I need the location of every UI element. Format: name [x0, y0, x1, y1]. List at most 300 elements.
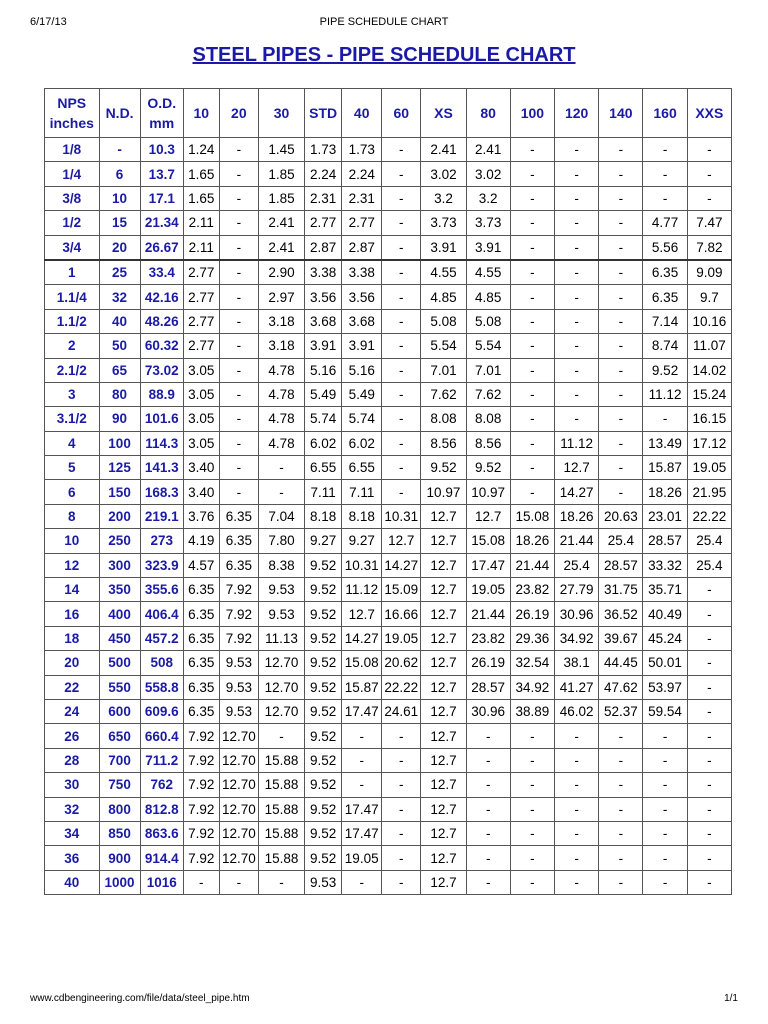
cell-wall-thickness: 12.7 — [421, 602, 466, 626]
cell-wall-thickness: 12.7 — [421, 846, 466, 870]
cell-wall-thickness: 14.27 — [555, 480, 599, 504]
cell-wall-thickness: 7.92 — [183, 724, 219, 748]
cell-wall-thickness: - — [687, 138, 731, 162]
cell-wall-thickness: 21.95 — [687, 480, 731, 504]
cell-wall-thickness: 50.01 — [643, 651, 687, 675]
cell-wall-thickness: 1.73 — [342, 138, 382, 162]
cell-wall-thickness: 3.68 — [305, 309, 342, 333]
cell-wall-thickness: 9.52 — [305, 846, 342, 870]
cell-wall-thickness: - — [599, 456, 643, 480]
cell-wall-thickness: 18.26 — [555, 504, 599, 528]
cell-wall-thickness: 9.52 — [421, 456, 466, 480]
cell-wall-thickness: 9.52 — [305, 821, 342, 845]
table-row — [45, 504, 732, 528]
cell-od: 406.4 — [140, 602, 183, 626]
cell-wall-thickness: 27.79 — [555, 578, 599, 602]
cell-wall-thickness: 13.49 — [643, 431, 687, 455]
column-header: 40 — [342, 89, 382, 138]
cell-wall-thickness: 7.14 — [643, 309, 687, 333]
cell-wall-thickness: 25.4 — [555, 553, 599, 577]
cell-wall-thickness: 9.52 — [305, 553, 342, 577]
cell-od: 323.9 — [140, 553, 183, 577]
cell-wall-thickness: 21.44 — [555, 529, 599, 553]
cell-wall-thickness: 23.82 — [466, 626, 510, 650]
table-row — [45, 431, 732, 455]
cell-wall-thickness: 2.77 — [183, 260, 219, 285]
cell-wall-thickness: - — [219, 480, 258, 504]
cell-od: 73.02 — [140, 358, 183, 382]
cell-wall-thickness: 3.91 — [466, 235, 510, 260]
cell-wall-thickness: 9.53 — [219, 651, 258, 675]
cell-wall-thickness: 1.45 — [258, 138, 304, 162]
cell-od: 219.1 — [140, 504, 183, 528]
cell-wall-thickness: - — [687, 162, 731, 186]
cell-wall-thickness: - — [382, 358, 421, 382]
cell-wall-thickness: - — [219, 235, 258, 260]
cell-wall-thickness: - — [643, 846, 687, 870]
cell-wall-thickness: 2.11 — [183, 211, 219, 235]
cell-nd: - — [99, 138, 140, 162]
cell-wall-thickness: 34.92 — [555, 626, 599, 650]
cell-wall-thickness: 9.52 — [466, 456, 510, 480]
cell-nd: 80 — [99, 382, 140, 406]
cell-wall-thickness: - — [643, 821, 687, 845]
cell-wall-thickness: 14.02 — [687, 358, 731, 382]
cell-wall-thickness: - — [382, 334, 421, 358]
cell-wall-thickness: 3.76 — [183, 504, 219, 528]
cell-wall-thickness: - — [599, 797, 643, 821]
cell-wall-thickness: - — [382, 724, 421, 748]
cell-wall-thickness: 16.15 — [687, 407, 731, 431]
table-row — [45, 626, 732, 650]
cell-wall-thickness: - — [555, 186, 599, 210]
cell-wall-thickness: 5.74 — [342, 407, 382, 431]
cell-wall-thickness: 12.7 — [421, 553, 466, 577]
cell-wall-thickness: 11.12 — [555, 431, 599, 455]
cell-wall-thickness: - — [643, 870, 687, 894]
column-header: 120 — [555, 89, 599, 138]
cell-wall-thickness: 11.13 — [258, 626, 304, 650]
column-header: 20 — [219, 89, 258, 138]
cell-wall-thickness: 7.80 — [258, 529, 304, 553]
cell-wall-thickness: - — [555, 748, 599, 772]
cell-wall-thickness: - — [555, 309, 599, 333]
cell-wall-thickness: - — [466, 846, 510, 870]
cell-wall-thickness: 6.35 — [219, 553, 258, 577]
column-header: 30 — [258, 89, 304, 138]
cell-wall-thickness: 5.49 — [342, 382, 382, 406]
cell-nps: 10 — [45, 529, 100, 553]
table-row — [45, 553, 732, 577]
cell-wall-thickness: 4.78 — [258, 358, 304, 382]
cell-wall-thickness: 4.78 — [258, 382, 304, 406]
cell-nd: 50 — [99, 334, 140, 358]
cell-wall-thickness: - — [643, 797, 687, 821]
cell-nd: 90 — [99, 407, 140, 431]
cell-wall-thickness: - — [219, 431, 258, 455]
cell-wall-thickness: 4.55 — [466, 260, 510, 285]
cell-nd: 150 — [99, 480, 140, 504]
cell-wall-thickness: - — [258, 870, 304, 894]
cell-wall-thickness: 2.87 — [305, 235, 342, 260]
cell-od: 13.7 — [140, 162, 183, 186]
cell-wall-thickness: 15.88 — [258, 773, 304, 797]
cell-wall-thickness: - — [219, 382, 258, 406]
cell-nps: 40 — [45, 870, 100, 894]
cell-wall-thickness: - — [382, 870, 421, 894]
table-row — [45, 285, 732, 309]
cell-wall-thickness: 6.55 — [342, 456, 382, 480]
cell-wall-thickness: 38.1 — [555, 651, 599, 675]
cell-wall-thickness: 2.90 — [258, 260, 304, 285]
cell-wall-thickness: 21.44 — [466, 602, 510, 626]
cell-nd: 350 — [99, 578, 140, 602]
cell-wall-thickness: - — [599, 870, 643, 894]
cell-wall-thickness: 16.66 — [382, 602, 421, 626]
column-header: XXS — [687, 89, 731, 138]
cell-wall-thickness: - — [510, 358, 554, 382]
cell-wall-thickness: - — [382, 480, 421, 504]
cell-wall-thickness: - — [599, 358, 643, 382]
cell-wall-thickness: 32.54 — [510, 651, 554, 675]
table-row — [45, 382, 732, 406]
cell-wall-thickness: - — [382, 186, 421, 210]
cell-wall-thickness: 53.97 — [643, 675, 687, 699]
cell-wall-thickness: - — [219, 186, 258, 210]
cell-wall-thickness: - — [599, 480, 643, 504]
cell-wall-thickness: 17.47 — [342, 821, 382, 845]
cell-wall-thickness: - — [258, 456, 304, 480]
cell-wall-thickness: - — [510, 382, 554, 406]
cell-wall-thickness: - — [382, 773, 421, 797]
cell-nps: 1/4 — [45, 162, 100, 186]
cell-wall-thickness: - — [555, 138, 599, 162]
cell-wall-thickness: 6.02 — [342, 431, 382, 455]
cell-wall-thickness: 3.68 — [342, 309, 382, 333]
cell-wall-thickness: - — [219, 309, 258, 333]
cell-nps: 26 — [45, 724, 100, 748]
cell-wall-thickness: - — [643, 773, 687, 797]
table-row — [45, 358, 732, 382]
cell-nd: 800 — [99, 797, 140, 821]
cell-wall-thickness: 3.18 — [258, 309, 304, 333]
cell-wall-thickness: - — [687, 870, 731, 894]
column-header: 80 — [466, 89, 510, 138]
cell-nd: 650 — [99, 724, 140, 748]
cell-wall-thickness: - — [382, 309, 421, 333]
cell-wall-thickness: 2.77 — [342, 211, 382, 235]
cell-nps: 1.1/4 — [45, 285, 100, 309]
cell-wall-thickness: 30.96 — [555, 602, 599, 626]
cell-wall-thickness: 2.77 — [183, 285, 219, 309]
cell-nd: 700 — [99, 748, 140, 772]
cell-wall-thickness: - — [687, 186, 731, 210]
cell-wall-thickness: 7.11 — [342, 480, 382, 504]
cell-nps: 28 — [45, 748, 100, 772]
cell-nd: 200 — [99, 504, 140, 528]
cell-wall-thickness: 5.08 — [421, 309, 466, 333]
cell-wall-thickness: 24.61 — [382, 699, 421, 723]
cell-wall-thickness: 17.47 — [466, 553, 510, 577]
cell-wall-thickness: - — [510, 480, 554, 504]
cell-wall-thickness: - — [382, 456, 421, 480]
cell-wall-thickness: 10.97 — [421, 480, 466, 504]
table-row — [45, 773, 732, 797]
cell-wall-thickness: 15.87 — [643, 456, 687, 480]
cell-wall-thickness: - — [219, 870, 258, 894]
cell-wall-thickness: 4.19 — [183, 529, 219, 553]
cell-wall-thickness: 7.11 — [305, 480, 342, 504]
table-row — [45, 846, 732, 870]
cell-wall-thickness: - — [510, 846, 554, 870]
cell-wall-thickness: - — [219, 260, 258, 285]
cell-wall-thickness: - — [510, 235, 554, 260]
column-header: NPS inches — [45, 89, 100, 138]
cell-wall-thickness: 3.05 — [183, 407, 219, 431]
cell-wall-thickness: 7.92 — [183, 846, 219, 870]
cell-wall-thickness: 15.87 — [342, 675, 382, 699]
cell-nps: 6 — [45, 480, 100, 504]
cell-wall-thickness: 10.16 — [687, 309, 731, 333]
cell-nps: 8 — [45, 504, 100, 528]
cell-wall-thickness: - — [510, 162, 554, 186]
cell-nd: 550 — [99, 675, 140, 699]
cell-wall-thickness: 8.18 — [305, 504, 342, 528]
table-row — [45, 578, 732, 602]
cell-wall-thickness: 2.41 — [258, 235, 304, 260]
cell-wall-thickness: 7.92 — [219, 578, 258, 602]
cell-wall-thickness: - — [510, 334, 554, 358]
cell-nd: 900 — [99, 846, 140, 870]
cell-wall-thickness: 9.09 — [687, 260, 731, 285]
cell-wall-thickness: 14.27 — [342, 626, 382, 650]
cell-wall-thickness: 26.19 — [510, 602, 554, 626]
cell-wall-thickness: 3.40 — [183, 456, 219, 480]
cell-nps: 20 — [45, 651, 100, 675]
cell-wall-thickness: 52.37 — [599, 699, 643, 723]
table-row — [45, 797, 732, 821]
cell-wall-thickness: 7.04 — [258, 504, 304, 528]
cell-od: 10.3 — [140, 138, 183, 162]
cell-wall-thickness: - — [219, 456, 258, 480]
cell-wall-thickness: 6.55 — [305, 456, 342, 480]
column-header: 60 — [382, 89, 421, 138]
cell-od: 21.34 — [140, 211, 183, 235]
cell-nd: 20 — [99, 235, 140, 260]
cell-wall-thickness: 12.7 — [421, 578, 466, 602]
table-row — [45, 651, 732, 675]
cell-wall-thickness: 3.02 — [466, 162, 510, 186]
cell-wall-thickness: - — [687, 578, 731, 602]
cell-wall-thickness: 23.01 — [643, 504, 687, 528]
cell-wall-thickness: 12.7 — [421, 675, 466, 699]
cell-od: 1016 — [140, 870, 183, 894]
cell-wall-thickness: - — [466, 797, 510, 821]
cell-wall-thickness: - — [599, 309, 643, 333]
cell-nps: 4 — [45, 431, 100, 455]
cell-wall-thickness: - — [382, 846, 421, 870]
cell-wall-thickness: 9.53 — [258, 578, 304, 602]
cell-wall-thickness: - — [599, 724, 643, 748]
cell-wall-thickness: 11.07 — [687, 334, 731, 358]
cell-wall-thickness: - — [342, 724, 382, 748]
cell-wall-thickness: - — [555, 846, 599, 870]
cell-nps: 1.1/2 — [45, 309, 100, 333]
cell-wall-thickness: 19.05 — [687, 456, 731, 480]
cell-nd: 250 — [99, 529, 140, 553]
cell-wall-thickness: 25.4 — [687, 529, 731, 553]
cell-wall-thickness: - — [687, 748, 731, 772]
cell-wall-thickness: 12.7 — [421, 773, 466, 797]
cell-wall-thickness: 9.52 — [305, 602, 342, 626]
cell-wall-thickness: 4.85 — [421, 285, 466, 309]
table-row — [45, 211, 732, 235]
cell-nps: 1/8 — [45, 138, 100, 162]
cell-wall-thickness: 3.91 — [421, 235, 466, 260]
cell-od: 508 — [140, 651, 183, 675]
cell-nps: 1/2 — [45, 211, 100, 235]
cell-wall-thickness: - — [382, 285, 421, 309]
cell-wall-thickness: 12.70 — [258, 699, 304, 723]
cell-od: 33.4 — [140, 260, 183, 285]
cell-wall-thickness: 17.47 — [342, 699, 382, 723]
cell-nps: 3/8 — [45, 186, 100, 210]
cell-wall-thickness: 6.35 — [183, 578, 219, 602]
header-row — [45, 89, 732, 138]
cell-wall-thickness: 3.91 — [305, 334, 342, 358]
cell-wall-thickness: 4.55 — [421, 260, 466, 285]
cell-wall-thickness: 12.70 — [258, 651, 304, 675]
cell-wall-thickness: - — [555, 724, 599, 748]
cell-wall-thickness: 12.7 — [466, 504, 510, 528]
cell-wall-thickness: 12.7 — [421, 724, 466, 748]
cell-wall-thickness: 12.70 — [219, 821, 258, 845]
cell-od: 273 — [140, 529, 183, 553]
cell-wall-thickness: - — [510, 186, 554, 210]
cell-nd: 850 — [99, 821, 140, 845]
cell-od: 863.6 — [140, 821, 183, 845]
cell-wall-thickness: 2.41 — [466, 138, 510, 162]
cell-wall-thickness: 3.73 — [421, 211, 466, 235]
cell-wall-thickness: - — [219, 138, 258, 162]
cell-wall-thickness: - — [555, 797, 599, 821]
table-row — [45, 699, 732, 723]
cell-wall-thickness: - — [258, 480, 304, 504]
table-body — [45, 138, 732, 895]
cell-wall-thickness: 8.18 — [342, 504, 382, 528]
cell-wall-thickness: 12.7 — [342, 602, 382, 626]
cell-od: 141.3 — [140, 456, 183, 480]
cell-wall-thickness: 8.08 — [466, 407, 510, 431]
cell-nps: 30 — [45, 773, 100, 797]
cell-wall-thickness: 9.52 — [305, 626, 342, 650]
cell-wall-thickness: 18.26 — [643, 480, 687, 504]
cell-wall-thickness: 9.53 — [219, 675, 258, 699]
cell-wall-thickness: 9.52 — [305, 724, 342, 748]
cell-wall-thickness: 44.45 — [599, 651, 643, 675]
cell-wall-thickness: 30.96 — [466, 699, 510, 723]
cell-wall-thickness: - — [555, 334, 599, 358]
cell-wall-thickness: - — [599, 211, 643, 235]
cell-wall-thickness: 4.77 — [643, 211, 687, 235]
cell-wall-thickness: 5.54 — [466, 334, 510, 358]
table-row — [45, 407, 732, 431]
cell-wall-thickness: - — [510, 309, 554, 333]
cell-wall-thickness: 9.27 — [305, 529, 342, 553]
cell-wall-thickness: - — [510, 211, 554, 235]
cell-wall-thickness: 21.44 — [510, 553, 554, 577]
cell-wall-thickness: - — [382, 260, 421, 285]
column-header: N.D. — [99, 89, 140, 138]
cell-wall-thickness: 8.56 — [421, 431, 466, 455]
cell-wall-thickness: 3.56 — [342, 285, 382, 309]
cell-nps: 14 — [45, 578, 100, 602]
cell-wall-thickness: 7.01 — [421, 358, 466, 382]
cell-wall-thickness: 2.87 — [342, 235, 382, 260]
cell-wall-thickness: 38.89 — [510, 699, 554, 723]
cell-wall-thickness: 47.62 — [599, 675, 643, 699]
cell-wall-thickness: - — [382, 235, 421, 260]
cell-wall-thickness: - — [219, 285, 258, 309]
cell-wall-thickness: - — [599, 407, 643, 431]
cell-wall-thickness: 6.35 — [183, 602, 219, 626]
cell-od: 42.16 — [140, 285, 183, 309]
cell-wall-thickness: 12.70 — [219, 797, 258, 821]
cell-wall-thickness: 12.7 — [421, 529, 466, 553]
table-row — [45, 602, 732, 626]
cell-wall-thickness: 5.56 — [643, 235, 687, 260]
cell-wall-thickness: 9.7 — [687, 285, 731, 309]
cell-nps: 3.1/2 — [45, 407, 100, 431]
cell-wall-thickness: - — [687, 773, 731, 797]
cell-wall-thickness: - — [687, 602, 731, 626]
cell-wall-thickness: 19.05 — [466, 578, 510, 602]
cell-wall-thickness: 1.65 — [183, 186, 219, 210]
cell-wall-thickness: 9.52 — [305, 578, 342, 602]
cell-nd: 750 — [99, 773, 140, 797]
cell-wall-thickness: 29.36 — [510, 626, 554, 650]
cell-wall-thickness: - — [599, 431, 643, 455]
cell-wall-thickness: 4.78 — [258, 431, 304, 455]
cell-wall-thickness: - — [643, 138, 687, 162]
cell-nd: 400 — [99, 602, 140, 626]
cell-wall-thickness: 10.31 — [382, 504, 421, 528]
table-row — [45, 675, 732, 699]
cell-wall-thickness: - — [599, 382, 643, 406]
cell-od: 60.32 — [140, 334, 183, 358]
cell-wall-thickness: 15.88 — [258, 846, 304, 870]
cell-wall-thickness: 6.35 — [219, 504, 258, 528]
cell-wall-thickness: 7.82 — [687, 235, 731, 260]
cell-wall-thickness: - — [342, 773, 382, 797]
cell-wall-thickness: 4.57 — [183, 553, 219, 577]
column-header: 160 — [643, 89, 687, 138]
cell-wall-thickness: 8.08 — [421, 407, 466, 431]
table-row — [45, 529, 732, 553]
cell-od: 558.8 — [140, 675, 183, 699]
table-row — [45, 260, 732, 285]
cell-od: 457.2 — [140, 626, 183, 650]
cell-wall-thickness: 12.7 — [421, 797, 466, 821]
cell-wall-thickness: 2.77 — [305, 211, 342, 235]
table-row — [45, 309, 732, 333]
cell-wall-thickness: 3.18 — [258, 334, 304, 358]
cell-wall-thickness: - — [382, 138, 421, 162]
cell-wall-thickness: 3.38 — [305, 260, 342, 285]
column-header: XS — [421, 89, 466, 138]
cell-wall-thickness: - — [555, 773, 599, 797]
cell-wall-thickness: - — [555, 162, 599, 186]
